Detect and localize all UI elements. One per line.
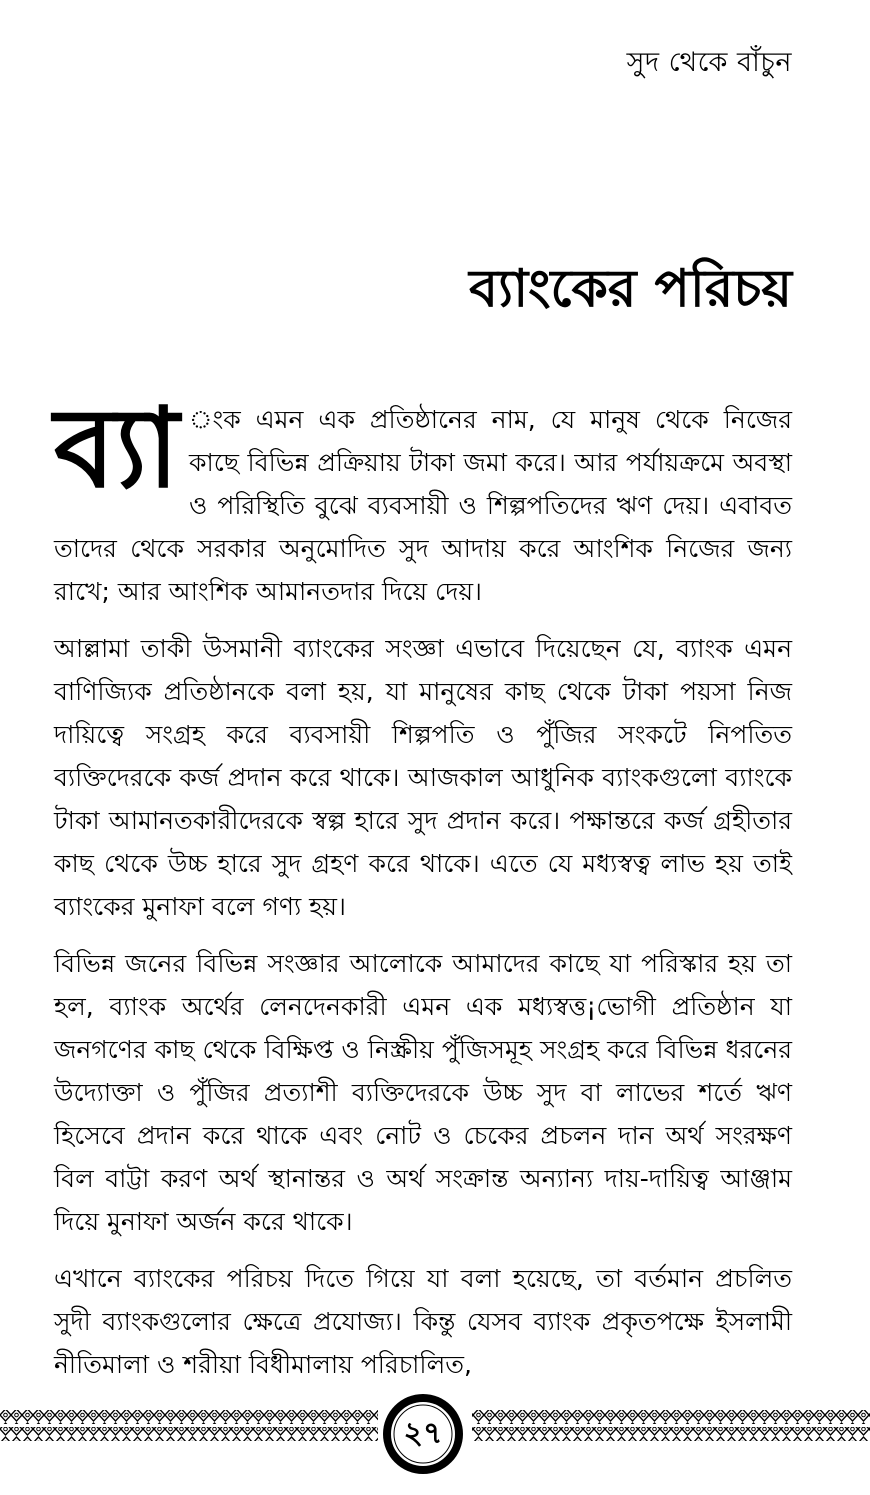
paragraph: এখানে ব্যাংকের পরিচয় দিতে গিয়ে যা বলা হয়েছে, তা বর্তমান প্রচলিত সুদী ব্যাংকগুলোর ক্ষেত্রে প্রযোজ্য। কিন্তু যেসব ব্যাংক প্রকৃতপক্ষে ইসলামী নীতিমালা ও শরীয়া বিধীমালায় পরিচালিত, (54, 1264, 792, 1379)
border-band-left-top (0, 1410, 378, 1424)
running-header: সুদ থেকে বাঁচুন (626, 47, 792, 78)
drop-cap: ব্যা (54, 384, 180, 512)
chapter-title: ব্যাংকের পরিচয় (469, 259, 792, 319)
body-text (54, 384, 792, 1400)
paragraph: আল্লামা তাকী উসমানী ব্যাংকের সংজ্ঞা এভাবে দিয়েছেন যে, ব্যাংক এমন বাণিজ্যিক প্রতিষ্ঠানকে বলা হয়, যা মানুষের কাছ থেকে টাকা পয়সা নিজ দায়িত্বে সংগ্রহ করে ব্যবসায়ী শিল্পপতি ও পুঁজির সংকটে নিপতিত ব্যক্তিদেরকে কর্জ প্রদান করে থাকে। আজকাল আধুনিক ব্যাংকগুলো ব্যাংকে টাকা আমানতকারীদেরকে স্বল্প হারে সুদ প্রদান করে। পক্ষান্তরে কর্জ গ্রহীতার কাছ থেকে উচ্চ হারে সুদ গ্রহণ করে থাকে। এতে যে মধ্যস্বত্ব লাভ হয় তাই ব্যাংকের মুনাফা বলে গণ্য হয়। (54, 634, 792, 921)
border-band-left-bottom (0, 1427, 378, 1441)
border-band-right-bottom (472, 1427, 870, 1441)
paragraph (54, 384, 792, 613)
paragraph-text: ংক এমন এক প্রতিষ্ঠানের নাম, যে মানুষ থেকে নিজের কাছে বিভিন্ন প্রক্রিয়ায় টাকা জমা করে। আর পর্যায়ক্রমে অবস্থা ও পরিস্থিতি বুঝে ব্যবসায়ী ও শিল্পপতিদের ঋণ দেয়। এবাবত তাদের থেকে সরকার অনুমোদিত সুদ আদায় করে আংশিক নিজের জন্য রাখে; আর আংশিক আমানতদার দিয়ে দেয়। (54, 405, 792, 606)
paragraph: বিভিন্ন জনের বিভিন্ন সংজ্ঞার আলোকে আমাদের কাছে যা পরিস্কার হয় তা হল, ব্যাংক অর্থের লেনদেনকারী এমন এক মধ্যস্বত্ত¡ভোগী প্রতিষ্ঠান যা জনগণের কাছ থেকে বিক্ষিপ্ত ও নিস্ক্রীয় পুঁজিসমূহ সংগ্রহ করে বিভিন্ন ধরনের উদ্যোক্তা ও পুঁজির প্রত্যাশী ব্যক্তিদেরকে উচ্চ সুদ বা লাভের শর্তে ঋণ হিসেবে প্রদান করে থাকে এবং নোট ও চেকের প্রচলন দান অর্থ সংরক্ষণ বিল বাট্টা করণ অর্থ স্থানান্তর ও অর্থ সংক্রান্ত অন্যান্য দায়-দায়িত্ব আঞ্জাম দিয়ে মুনাফা অর্জন করে থাকে। (54, 949, 792, 1236)
border-band-right-top (472, 1410, 870, 1424)
page-number: ২৭ (403, 1415, 443, 1451)
page-footer (0, 1394, 870, 1474)
